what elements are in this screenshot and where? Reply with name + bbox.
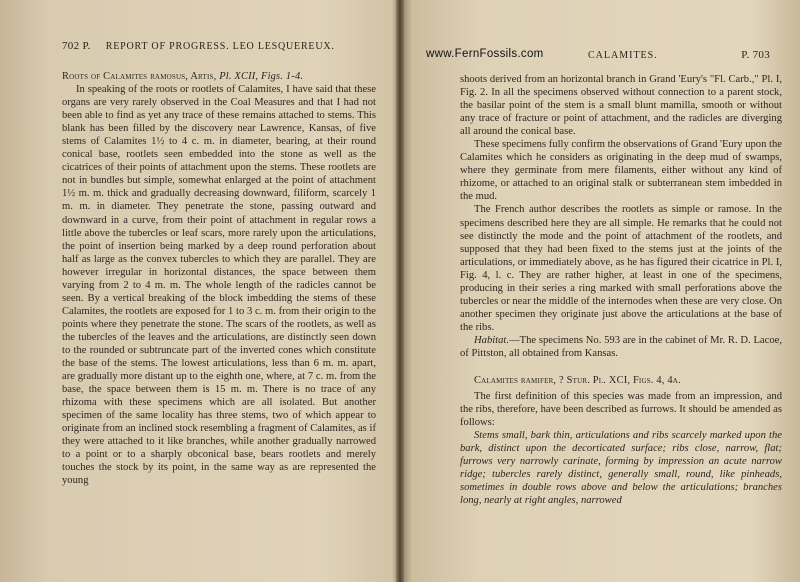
right-paragraph-4: The first definition of this species was made from an impression, and the ribs, therefore, have been described as furrows. It should be amended as follows: — [460, 391, 782, 429]
species-description: Stems small, bark thin, articulations and ribs scarcely marked upon the bark, distinct upon the decorticated surface; ribs close, narrow, flat; furrows very narrowly carinate, forming by impression an acute narrow ridge; tubercles rarely distinct, generally small, round, like pinheads, sometimes in double rows above and below the articulations; branches long, nearly at right angles, narrowed — [460, 430, 782, 507]
left-section-title-ref: Pl. XCII, Figs. 1-4. — [219, 71, 304, 82]
right-paragraph-3: The French author describes the rootlets as simple or ramose. In the specimens described here they are all simple. He remarks that he could not see distinctly the mode and the point of attachment of the rootlets, and supposed that they had been fixed to the stems just at the joints of the articulations, or immediately above, as he has figured their cicatrice in Pl. I, Fig. 4, l. c. They are rather higher, at least in one of the specimens, producing in their series a ring marked with small perforations above the tubercles or near the middle of the internodes when these are very close. On another specimen they originate just above the articulations at the base of the ribs. — [460, 204, 782, 333]
watermark-url[interactable]: www.FernFossils.com — [426, 48, 544, 60]
left-page — [0, 0, 398, 582]
left-paragraph: In speaking of the roots or rootlets of Calamites, I have said that these organs are very rarely observed in the Coal Measures and that I had not been able to find as yet any trace of these remains attached to stems. This blank has been filled by the discovery near Lawrence, Kansas, of five stems of Calamites 1½ to 4 c. m. in diameter, bearing, at their round conical base, rootlets seen embedded into the stone as well as the cicatrices of their points of attachment upon the stems. These rootlets are not in bundles but simple, somewhat enlarged at the point of attachment 1½ m. m. thick and gradually decreasing downward, filiform, scarcely 1 m. m. in diameter. They penetrate the stone, passing outward and downward in a curve, from their point of attachment in regular rows a little above the tubercles or leaf scars, more rarely upon the articulations, the point of insertion being marked by a deep round perforation about half as large as the convex tubercles to which they are parallel. They are however irregular in horizontal distances, the space between them varying from 2 to 4 m. m. The whole length of the radicles cannot be seen. By a vertical breaking of the block imbedding the stems of these Calamites, the rootlets are exposed for 1 to 3 c. m. from their origin to the points where they penetrate the stone. The scars of the rootlets, as well as the tubercles of the leaves and the articulations, are distinctly seen down to the rounded or subtruncate part of the inverted cones which constitute the base of the stems. The lowest articulations, less than 6 m. m. apart, are gradually more distant up to the eighth one, where, at 7 c. m. from the base, the space between them is 15 m. m. There is no trace of any rhizoma with these specimens which are all isolated. But another specimen of the same locality has three stems, two of which appear to originate from an inclined stock resembling a fragment of Calamites, as if they were attached to it like branches, while another gradually narrowed to a point or to a sharply obconical base, bears rootlets and merely touches the stock by its point, in the same way as are represented the young — [62, 84, 376, 487]
left-page-number: 702 P. — [62, 40, 91, 52]
left-page-body — [62, 70, 376, 488]
right-page — [402, 0, 800, 582]
left-section-title-main: Roots of Calamites ramosus, Artis, — [62, 71, 217, 82]
habitat-text: —The specimens No. 593 are in the cabinet of Mr. R. D. Lacoe, of Pittston, all obtained from Kansas. — [460, 334, 782, 359]
right-page-body — [460, 73, 782, 508]
left-running-head: REPORT OF PROGRESS. LEO LESQUEREUX. — [105, 41, 335, 52]
right-paragraph-1: shoots derived from an horizontal branch in Grand 'Eury's "Fl. Carb.," Pl. I, Fig. 2. In all the specimens observed without connection to a parent stock, the basilar point of the stem is a small blunt mamilla, smooth or without any trace of fracture or point of attachment, and the radicles are diverging all around the conical base. — [460, 74, 782, 138]
habitat-paragraph — [460, 334, 782, 360]
right-running-head: CALAMITES. — [588, 50, 658, 61]
right-paragraph-2: These specimens fully confirm the observations of Grand 'Eury upon the Calamites which he considers as originating in the deep mud of swamps, where they germinate from mere filaments, either without any kind of rhizome, or attached to an original stalk or subterranean stem imbedded in the mud. — [460, 139, 782, 203]
right-section-title: Calamites ramifer, ? Stur. Pl. XCI, Figs. 4, 4a. — [474, 375, 681, 387]
left-section-title — [62, 70, 376, 83]
left-page-header — [62, 40, 335, 52]
right-page-number: P. 703 — [741, 49, 770, 61]
habitat-label: Habitat. — [474, 334, 510, 346]
